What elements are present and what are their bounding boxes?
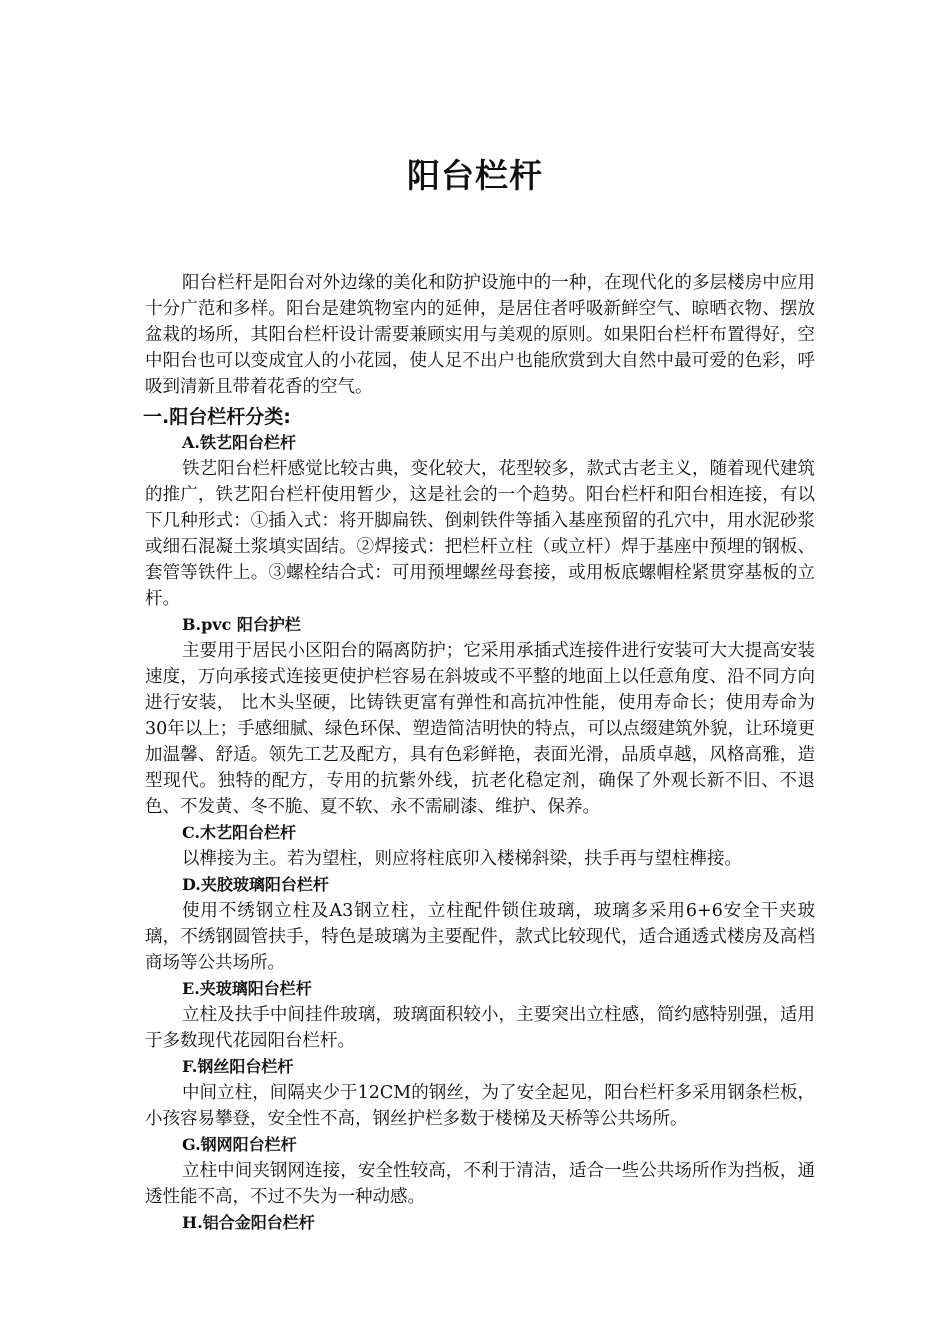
item-heading: F.钢丝阳台栏杆	[182, 1057, 294, 1076]
item-heading: A.铁艺阳台栏杆	[182, 433, 296, 452]
item-heading: H.铝合金阳台栏杆	[182, 1213, 315, 1232]
intro-paragraph: 阳台栏杆是阳台对外边缘的美化和防护设施中的一种，在现代化的多层楼房中应用十分广范和多样。阳台是建筑物室内的延伸，是居住者呼吸新鲜空气、晾晒衣物、摆放盆栽的场所，其阳台栏杆设计需要兼顾实用与美观的原则。如果阳台栏杆布置得好，空中阳台也可以变成宜人的小花园，使人足不出户也能欣赏到大自然中最可爱的色彩，呼吸到清新且带着花香的空气。	[145, 273, 815, 397]
item-heading: C.木艺阳台栏杆	[182, 823, 297, 842]
item-body: 中间立柱，间隔夹少于12CM的钢丝，为了安全起见，阳台栏杆多采用钢条栏板，小孩容易攀登，安全性不高，钢丝护栏多数于楼梯及天桥等公共场所。	[145, 1083, 815, 1129]
item-e	[145, 976, 815, 1054]
item-c	[145, 820, 815, 872]
item-f	[145, 1054, 815, 1132]
item-body: 立柱及扶手中间挂件玻璃，玻璃面积较小，主要突出立柱感，简约感特别强，适用于多数现代花园阳台栏杆。	[145, 1005, 815, 1051]
item-heading: E.夹玻璃阳台栏杆	[182, 979, 312, 998]
item-body: 立柱中间夹钢网连接，安全性较高，不利于清洁，适合一些公共场所作为挡板，通透性能不高，不过不失为一种动感。	[145, 1161, 815, 1207]
item-body: 主要用于居民小区阳台的隔离防护；它采用承插式连接件进行安装可大大提高安装速度，万向承接式连接更使护栏容易在斜坡或不平整的地面上以任意角度、沿不同方向进行安装， 比木头坚硬，比铸铁更富有弹性和高抗冲性能，使用寿命长；使用寿命为30年以上；手感细腻、绿色环保、塑造简洁明快的特点，可以点缀建筑外貌，让环境更加温馨、舒适。领先工艺及配方，具有色彩鲜艳，表面光滑，品质卓越，风格高雅，造型现代。独特的配方，专用的抗紫外线，抗老化稳定剂，确保了外观长新不旧、不退色、不发黄、冬不脆、夏不软、永不需刷漆、维护、保养。	[145, 641, 815, 817]
item-b	[145, 612, 815, 820]
document-body	[145, 270, 815, 1236]
page-title: 阳台栏杆	[407, 156, 543, 195]
item-body: 铁艺阳台栏杆感觉比较古典，变化较大，花型较多，款式古老主义，随着现代建筑的推广，铁艺阳台栏杆使用暂少，这是社会的一个趋势。阳台栏杆和阳台相连接，有以下几种形式：①插入式：将开脚扁铁、倒刺铁件等插入基座预留的孔穴中，用水泥砂浆或细石混凝土浆填实固结。②焊接式：把栏杆立柱（或立杆）焊于基座中预埋的钢板、套管等铁件上。③螺栓结合式：可用预埋螺丝母套接，或用板底螺帽栓紧贯穿基板的立杆。	[145, 459, 815, 609]
item-g	[145, 1132, 815, 1210]
item-d	[145, 872, 815, 976]
item-h	[145, 1210, 815, 1236]
section-heading: 一.阳台栏杆分类:	[143, 406, 291, 428]
item-a	[145, 430, 815, 612]
item-heading: B.pvc 阳台护栏	[182, 615, 301, 634]
item-body: 使用不绣钢立柱及A3钢立柱，立柱配件锁住玻璃，玻璃多采用6+6安全干夹玻璃，不绣钢圆管扶手，特色是玻璃为主要配件，款式比较现代，适合通透式楼房及高档商场等公共场所。	[145, 901, 815, 973]
item-heading: D.夹胶玻璃阳台栏杆	[182, 875, 329, 894]
item-body: 以榫接为主。若为望柱，则应将柱底卯入楼梯斜梁，扶手再与望柱榫接。	[182, 849, 742, 869]
item-heading: G.钢网阳台栏杆	[182, 1135, 297, 1154]
